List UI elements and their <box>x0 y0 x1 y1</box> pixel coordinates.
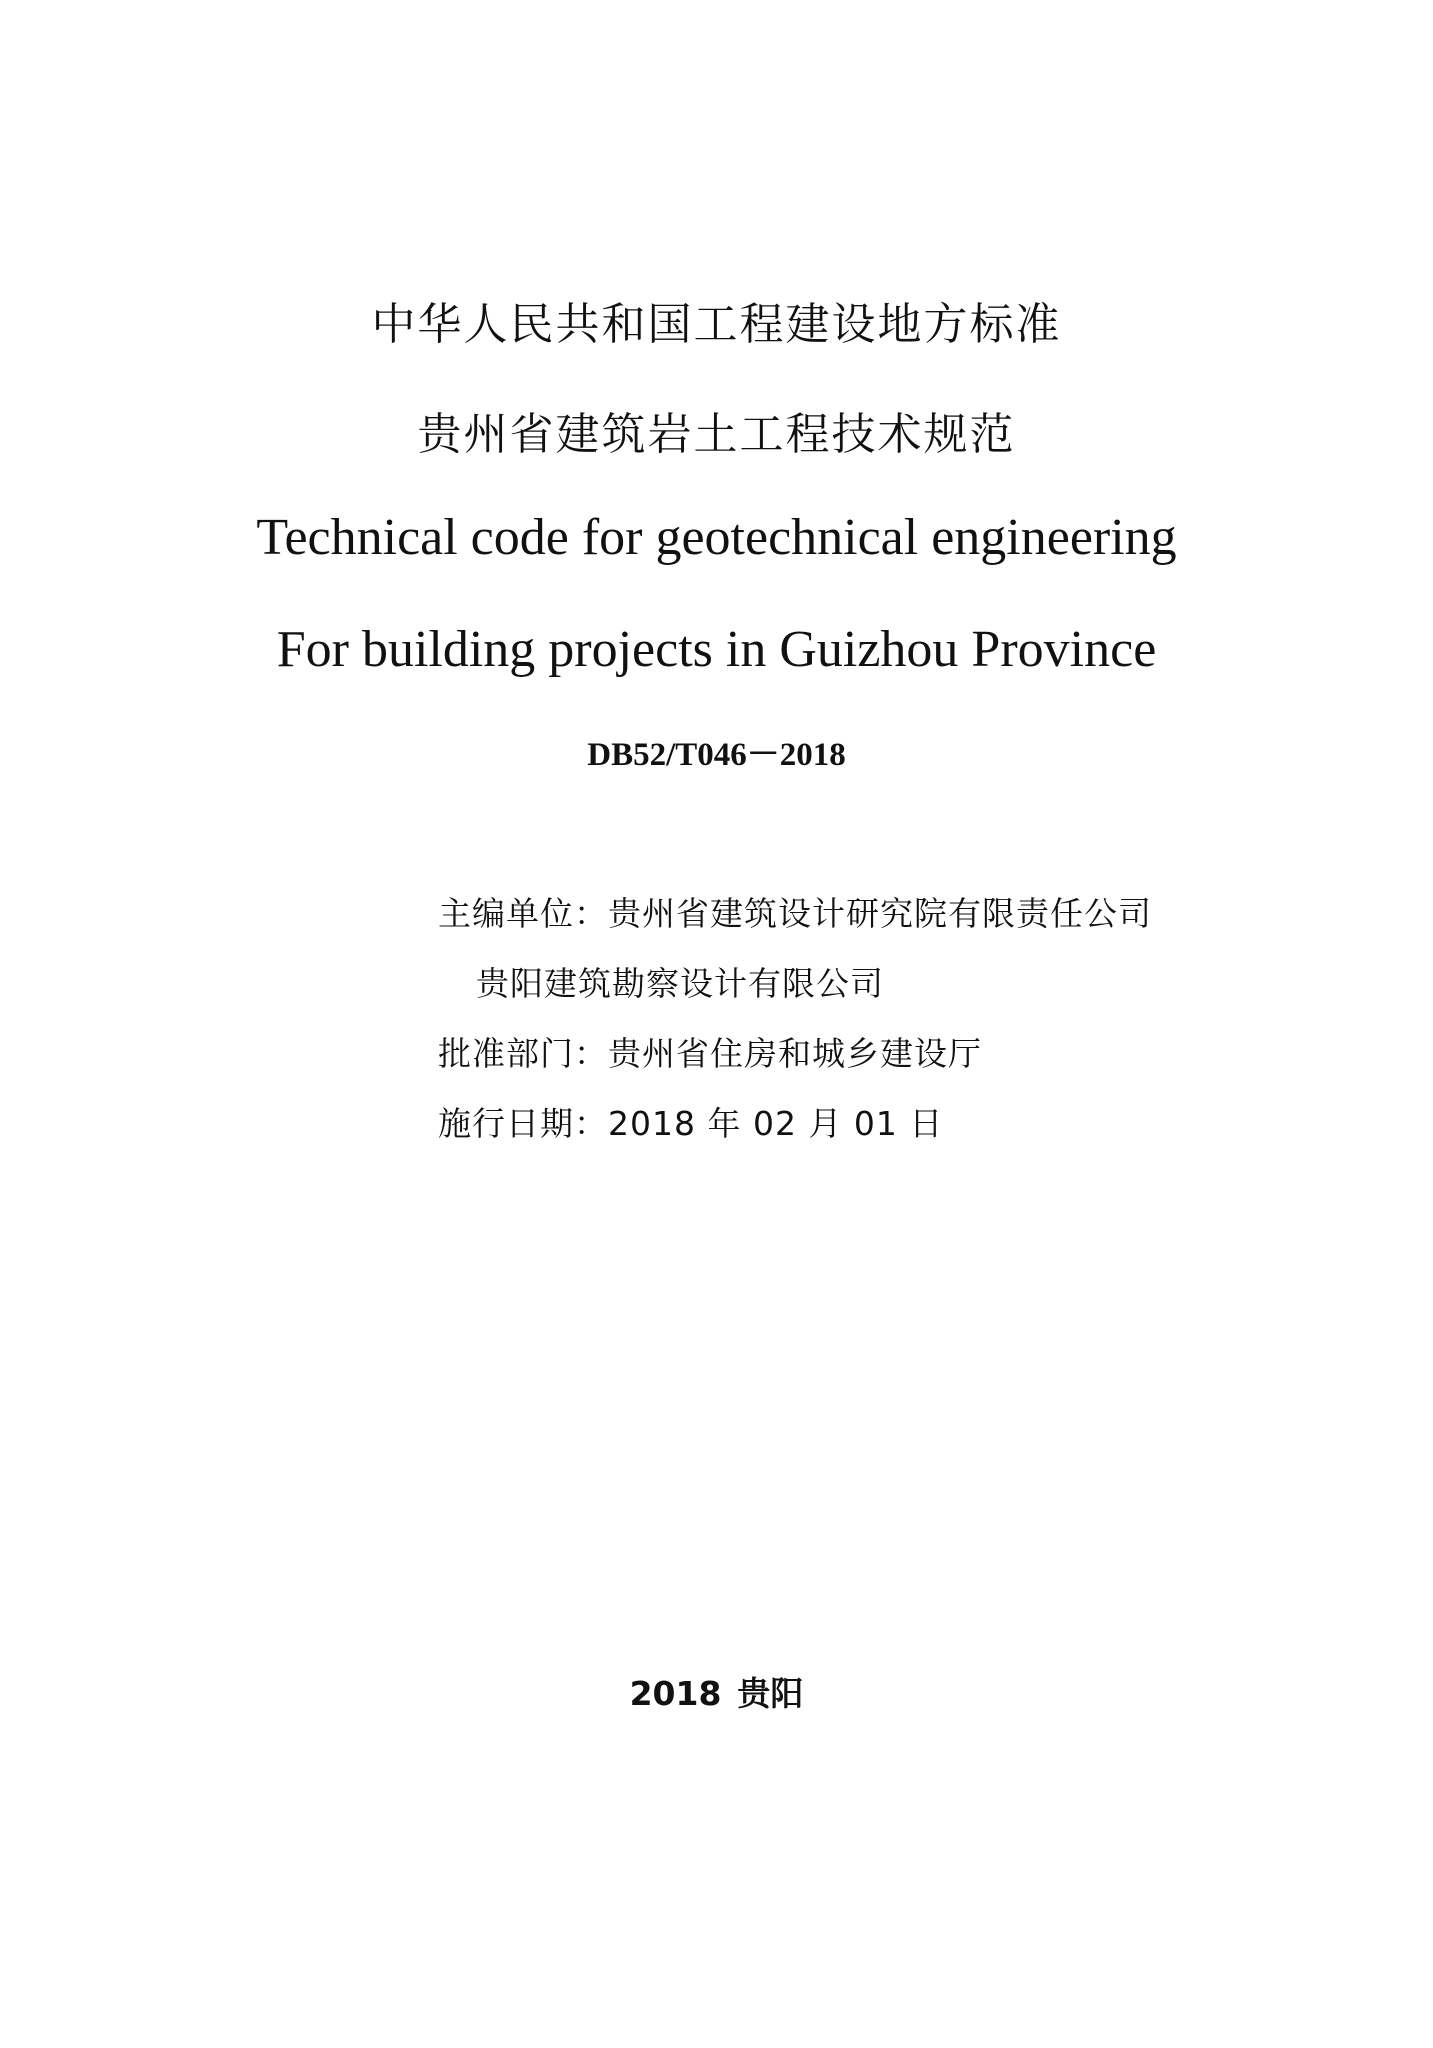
publication-footer <box>0 1668 1433 1715</box>
document-title-en-line1: Technical code for geotechnical engineering <box>256 509 1177 566</box>
standard-code: DB52/T046－2018 <box>587 737 846 773</box>
chief-editor-unit: 主编单位：贵州省建筑设计研究院有限责任公司 <box>438 894 1152 933</box>
standard-category-heading: 中华人民共和国工程建设地方标准 <box>371 299 1062 350</box>
document-title-en-line2: For building projects in Guizhou Province <box>276 621 1157 678</box>
document-title-zh: 贵州省建筑岩土工程技术规范 <box>417 409 1016 460</box>
approval-department: 批准部门：贵州省住房和城乡建设厅 <box>438 1034 982 1073</box>
publication-year: 2018 <box>629 1674 722 1713</box>
chief-editor-unit-second: 贵阳建筑勘察设计有限公司 <box>476 964 884 1003</box>
effective-date: 施行日期：2018 年 02 月 01 日 <box>438 1104 944 1143</box>
publication-city: 贵阳 <box>737 1674 804 1713</box>
